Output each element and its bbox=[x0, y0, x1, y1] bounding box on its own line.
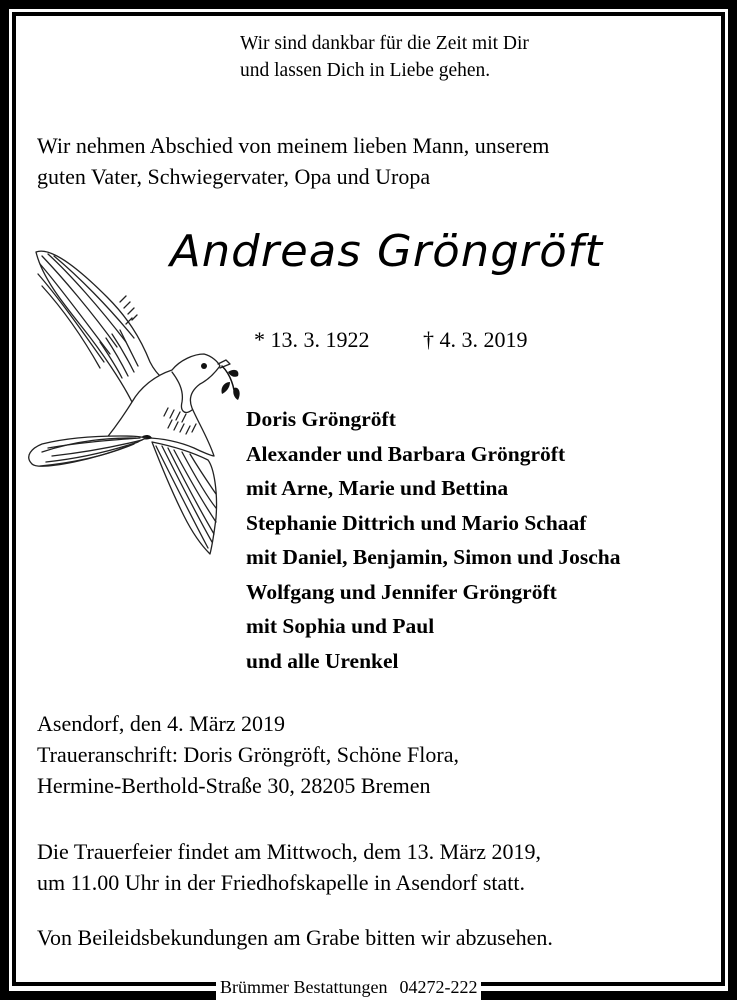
life-dates bbox=[254, 327, 528, 353]
mourning-address-line: Traueranschrift: Doris Gröngröft, Schöne Flora, bbox=[37, 742, 459, 767]
intro-text bbox=[37, 130, 549, 192]
intro-line: guten Vater, Schwiegervater, Opa und Uropa bbox=[37, 164, 431, 189]
family-line: Stephanie Dittrich und Mario Schaaf bbox=[246, 510, 587, 535]
motto bbox=[240, 30, 529, 84]
intro-line: Wir nehmen Abschied von meinem lieben Mann, unserem bbox=[37, 133, 550, 158]
motto-line: Wir sind dankbar für die Zeit mit Dir bbox=[240, 33, 529, 54]
condolence-note: Von Beileidsbekundungen am Grabe bitten wir abzusehen. bbox=[37, 925, 553, 950]
family-line: Doris Gröngröft bbox=[246, 407, 396, 431]
family-list bbox=[246, 402, 621, 678]
deceased-name: Andreas Gröngröft bbox=[170, 226, 604, 277]
funeral-home-phone: 04272-222 bbox=[399, 977, 478, 997]
funeral-home-name: Brümmer Bestattungen bbox=[220, 977, 388, 997]
family-line: und alle Urenkel bbox=[246, 648, 399, 673]
family-line: Alexander und Barbara Gröngröft bbox=[246, 441, 566, 466]
place-date-line: Asendorf, den 4. März 2019 bbox=[37, 711, 286, 736]
family-line: mit Daniel, Benjamin, Simon und Joscha bbox=[246, 545, 621, 569]
ceremony-info bbox=[37, 836, 541, 898]
street-address-line: Hermine-Berthold-Straße 30, 28205 Bremen bbox=[37, 773, 431, 798]
ceremony-line: um 11.00 Uhr in der Friedhofskapelle in Asendorf statt. bbox=[37, 870, 525, 895]
ceremony-line: Die Trauerfeier findet am Mittwoch, dem 13. März 2019, bbox=[37, 839, 542, 864]
dove-with-olive-branch-icon bbox=[22, 242, 242, 562]
funeral-home-footer bbox=[216, 974, 481, 1000]
death-date: † 4. 3. 2019 bbox=[423, 327, 528, 352]
place-and-address bbox=[37, 708, 459, 801]
family-line: mit Sophia und Paul bbox=[246, 614, 435, 638]
family-line: mit Arne, Marie und Bettina bbox=[246, 476, 509, 500]
family-line: Wolfgang und Jennifer Gröngröft bbox=[246, 579, 557, 604]
birth-date: * 13. 3. 1922 bbox=[254, 327, 370, 352]
motto-line: und lassen Dich in Liebe gehen. bbox=[240, 60, 491, 81]
